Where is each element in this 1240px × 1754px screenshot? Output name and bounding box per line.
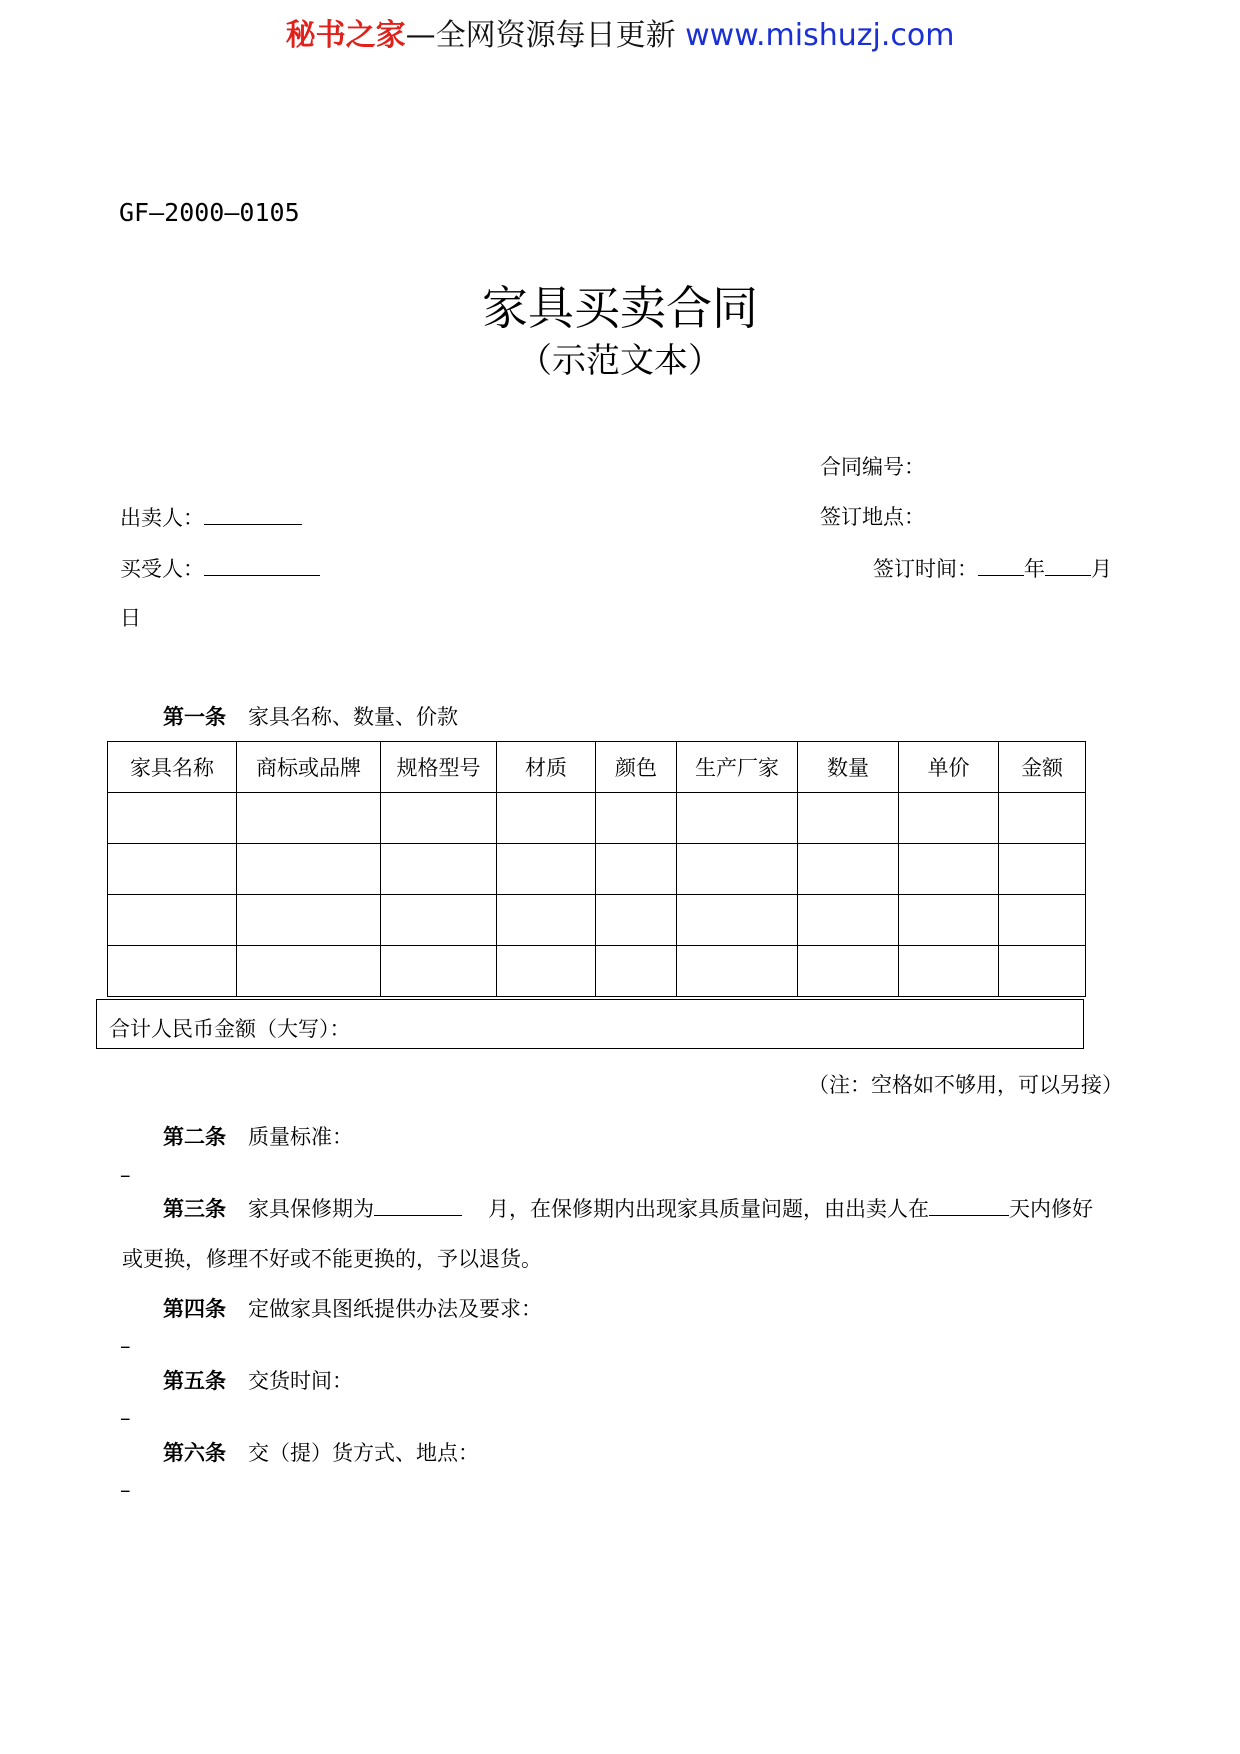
clause-3-text-c: 天内修好: [1009, 1197, 1093, 1221]
table-cell[interactable]: [497, 946, 596, 997]
total-amount-row: [96, 999, 1084, 1049]
table-header-cell: 商标或品牌: [237, 742, 381, 793]
clause-6: [163, 1438, 479, 1468]
table-row: [108, 946, 1086, 997]
table-cell[interactable]: [381, 793, 497, 844]
table-header-cell: 单价: [899, 742, 999, 793]
table-row: [108, 793, 1086, 844]
table-cell[interactable]: [108, 946, 237, 997]
sign-time-field: [873, 553, 1112, 584]
table-header-cell: 家具名称: [108, 742, 237, 793]
table-cell[interactable]: [677, 793, 798, 844]
buyer-blank: [204, 553, 320, 576]
table-cell[interactable]: [381, 844, 497, 895]
contract-title: 家具买卖合同: [482, 281, 758, 335]
sign-place-label: 签订地点：: [820, 505, 925, 529]
buyer-field: [120, 553, 320, 584]
table-cell[interactable]: [999, 895, 1086, 946]
table-cell[interactable]: [108, 844, 237, 895]
clause-5: [163, 1366, 353, 1396]
table-cell[interactable]: [497, 844, 596, 895]
contract-number-label: 合同编号：: [820, 455, 925, 479]
document-code: GF—2000—0105: [119, 198, 300, 227]
month-label: 月: [1091, 557, 1112, 581]
clause-1: [163, 702, 458, 732]
clause-3-continuation: 或更换，修理不好或不能更换的，予以退货。: [122, 1247, 542, 1271]
table-cell[interactable]: [237, 895, 381, 946]
table-cell[interactable]: [497, 895, 596, 946]
blank-marker: –: [120, 1163, 131, 1187]
clause-3-text-a: 家具保修期为: [248, 1197, 374, 1221]
clause-4: [163, 1294, 542, 1324]
table-cell[interactable]: [999, 946, 1086, 997]
table-cell[interactable]: [677, 895, 798, 946]
clause-3: [163, 1193, 1093, 1224]
table-cell[interactable]: [798, 793, 899, 844]
blank-marker: –: [120, 1334, 131, 1358]
table-cell[interactable]: [381, 946, 497, 997]
table-cell[interactable]: [899, 895, 999, 946]
goods-table: [107, 741, 1086, 997]
total-amount-label: 合计人民币金额（大写）：: [109, 1017, 351, 1041]
table-cell[interactable]: [798, 844, 899, 895]
table-cell[interactable]: [596, 946, 677, 997]
table-cell[interactable]: [237, 946, 381, 997]
blank-marker: –: [120, 1406, 131, 1430]
table-header-cell: 生产厂家: [677, 742, 798, 793]
year-blank: [978, 553, 1024, 576]
table-cell[interactable]: [237, 844, 381, 895]
table-cell[interactable]: [237, 793, 381, 844]
table-cell[interactable]: [596, 793, 677, 844]
buyer-label: 买受人：: [120, 557, 204, 581]
clause-6-text: 交（提）货方式、地点：: [248, 1441, 479, 1465]
banner-tagline: —全网资源每日更新: [405, 18, 686, 53]
table-cell[interactable]: [899, 793, 999, 844]
table-cell[interactable]: [677, 946, 798, 997]
blank-marker: –: [120, 1478, 131, 1502]
table-cell[interactable]: [999, 844, 1086, 895]
clause-5-text: 交货时间：: [248, 1369, 353, 1393]
table-cell[interactable]: [108, 793, 237, 844]
warranty-months-blank: [374, 1193, 462, 1216]
clause-2: [163, 1122, 353, 1152]
clause-2-text: 质量标准：: [248, 1125, 353, 1149]
site-banner: [0, 14, 1240, 58]
table-cell[interactable]: [108, 895, 237, 946]
clause-4-text: 定做家具图纸提供办法及要求：: [248, 1297, 542, 1321]
table-header-cell: 材质: [497, 742, 596, 793]
table-cell[interactable]: [899, 844, 999, 895]
seller-field: [120, 502, 302, 533]
table-cell[interactable]: [999, 793, 1086, 844]
banner-url-link[interactable]: www.mishuzj.com: [685, 18, 955, 53]
table-header-cell: 规格型号: [381, 742, 497, 793]
table-row: [108, 895, 1086, 946]
clause-3-number: 第三条: [163, 1196, 226, 1221]
clause-4-number: 第四条: [163, 1296, 226, 1321]
table-cell[interactable]: [596, 844, 677, 895]
table-header-cell: 金额: [999, 742, 1086, 793]
table-cell[interactable]: [899, 946, 999, 997]
banner-brand: 秘书之家: [285, 18, 406, 53]
sign-time-label: 签订时间：: [873, 557, 978, 581]
table-cell[interactable]: [798, 895, 899, 946]
clause-1-text: 家具名称、数量、价款: [248, 705, 458, 729]
contract-subtitle: （示范文本）: [518, 341, 722, 381]
table-cell[interactable]: [381, 895, 497, 946]
seller-label: 出卖人：: [120, 506, 204, 530]
clause-3-text-b: 月，在保修期内出现家具质量问题，由出卖人在: [488, 1197, 929, 1221]
clause-6-number: 第六条: [163, 1440, 226, 1465]
year-label: 年: [1024, 557, 1045, 581]
clause-5-number: 第五条: [163, 1368, 226, 1393]
contract-number-field: [820, 452, 925, 482]
table-cell[interactable]: [798, 946, 899, 997]
table-cell[interactable]: [677, 844, 798, 895]
table-cell[interactable]: [497, 793, 596, 844]
table-cell[interactable]: [596, 895, 677, 946]
clause-1-number: 第一条: [163, 704, 226, 729]
clause-2-number: 第二条: [163, 1124, 226, 1149]
table-header-cell: 颜色: [596, 742, 677, 793]
table-row: [108, 844, 1086, 895]
sign-place-field: [820, 502, 925, 532]
month-blank: [1045, 553, 1091, 576]
day-label: 日: [120, 606, 141, 630]
table-header-cell: 数量: [798, 742, 899, 793]
goods-table-header-row: [108, 742, 1086, 793]
seller-blank: [204, 502, 302, 525]
table-note: （注：空格如不够用，可以另接）: [808, 1073, 1123, 1097]
repair-days-blank: [929, 1193, 1009, 1216]
